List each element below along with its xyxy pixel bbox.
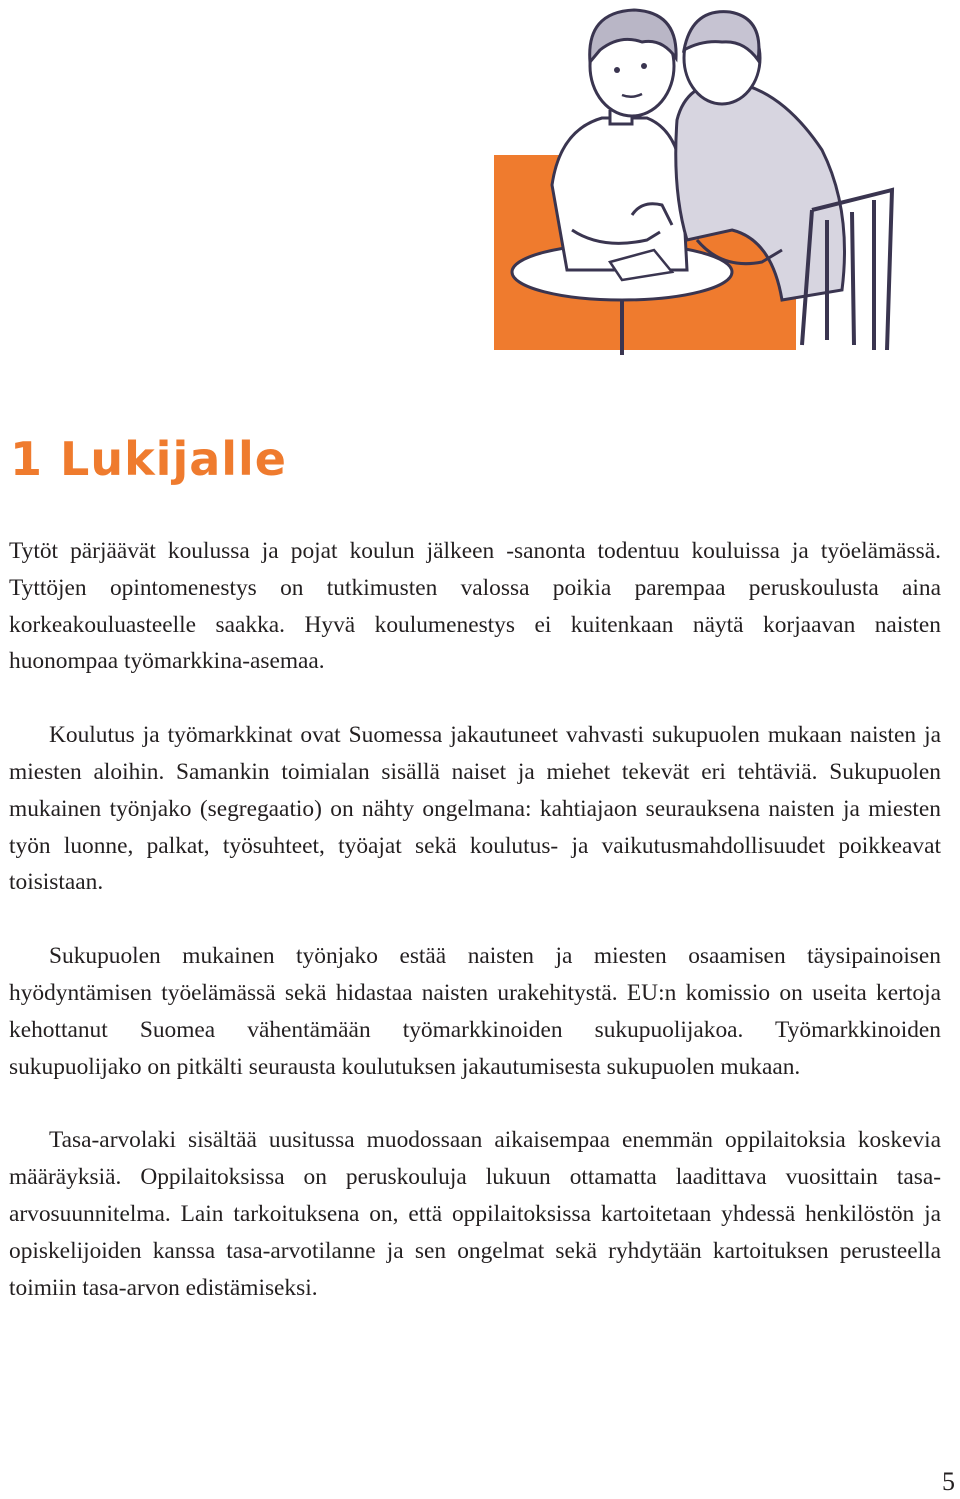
girl-body [552, 118, 687, 270]
page-number: 5 [942, 1467, 955, 1496]
paragraph-3: Sukupuolen mukainen työnjako estää naisten ja miesten osaamisen täysipainoisen hyödyntämisen työelämässä sekä hidastaa naisten urakehitystä. EU:n komissio on useita kertoja kehottanut Suomea vähentämään työmarkkinoiden sukupuolijakoa. Työmarkkinoiden sukupuolijako on pitkälti seurausta koulutuksen jakautumisesta sukupuolen mukaan. [9, 943, 941, 1080]
paragraph-4: Tasa-arvolaki sisältää uusitussa muodossaan aikaisempaa enemmän oppilaitoksia koskevia määräyksiä. Oppilaitoksissa on peruskouluja lukuun ottamatta laadittava vuosittain tasa-arvosuunnitelma. Lain tarkoituksena on, että oppilaitoksissa kartoitetaan yhdessä henkilöstön ja opiskelijoiden kanssa tasa-arvotilanne ja sen ongelmat sekä ryhdytään kartoituksen perusteella toimiin tasa-arvon edistämiseksi. [9, 1127, 941, 1301]
chapter-title: 1 Lukijalle [10, 432, 287, 486]
two-people-talking-at-table-illustration [482, 0, 912, 360]
paragraph-2: Koulutus ja työmarkkinat ovat Suomessa jakautuneet vahvasti sukupuolen mukaan naisten ja miesten aloihin. Samankin toimialan sisällä naiset ja miehet tekevät eri tehtäviä. Sukupuolen mukainen työnjako (segregaatio) on nähty ongelmana: kahtiajaon seurauksena naisten ja miesten työn luonne, palkat, työsuhteet, työajat sekä koulutus- ja vaikutusmahdollisuudet poikkeavat toisistaan. [9, 722, 941, 896]
paragraph-1: Tytöt pärjäävät koulussa ja pojat koulun jälkeen -sanonta todentuu kouluissa ja työelämässä. Tyttöjen opintomenestys on tutkimusten valossa poikia parempaa peruskoulusta aina korkeakouluasteelle saakka. Hyvä koulumenestys ei kuitenkaan näytä korjaavan naisten huonompaa työmarkkina-asemaa. [9, 538, 941, 675]
body-text [9, 533, 941, 1343]
